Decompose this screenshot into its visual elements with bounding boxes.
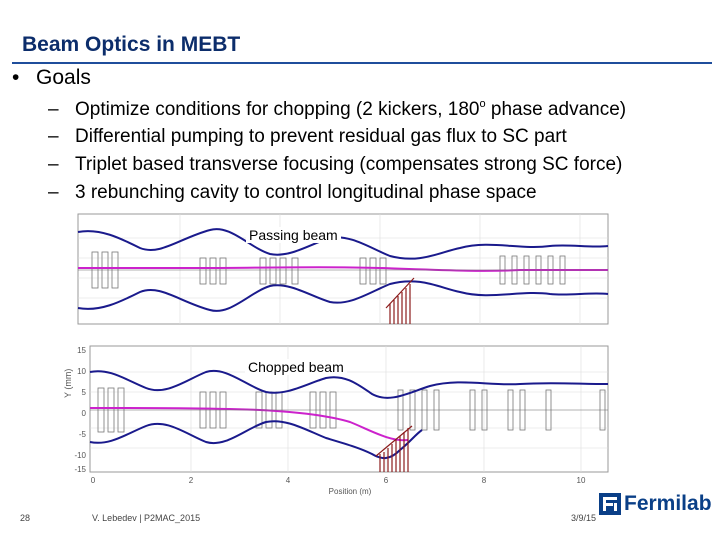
footer-author: V. Lebedev | P2MAC_2015: [92, 513, 201, 523]
y-tick: -10: [74, 451, 86, 460]
bullet-marker: •: [12, 66, 20, 89]
y-tick: 5: [81, 388, 86, 397]
x-tick: 8: [481, 476, 487, 485]
y-tick: 15: [77, 346, 86, 355]
page-number: 28: [20, 513, 31, 523]
footer-date: 3/9/15: [571, 513, 597, 523]
fermilab-icon: [599, 493, 621, 515]
passing-beam-label: Passing beam: [246, 227, 341, 243]
x-tick: 4: [285, 476, 291, 485]
chopped-beam-label: Chopped beam: [245, 359, 347, 375]
bullet-goals: [12, 66, 91, 90]
logo-text: Fermilab: [624, 492, 712, 515]
y-tick: -5: [78, 430, 86, 439]
y-tick: 0: [81, 409, 86, 418]
x-tick: 2: [188, 476, 194, 485]
y-tick: 10: [77, 367, 86, 376]
sub-item-4: – 3 rebunching cavity to control longitudinal phase space: [48, 182, 537, 203]
title-underline: [12, 62, 712, 64]
sub-item-3: – Triplet based transverse focusing (compensates strong SC force): [48, 154, 623, 175]
y-tick: -15: [74, 465, 86, 474]
sub-item-2: – Differential pumping to prevent residual gas flux to SC part: [48, 126, 567, 147]
sub-item-1: – Optimize conditions for chopping (2 kickers, 180$^o$ phase advance): [48, 98, 627, 120]
fermilab-logo: [599, 492, 712, 516]
x-axis-label: Position (m): [328, 487, 372, 496]
y-axis-label: Y (mm): [63, 368, 73, 398]
bullet-text: Goals: [36, 66, 91, 89]
slide-title: Beam Optics in MEBT: [22, 33, 241, 56]
x-tick: 0: [90, 476, 96, 485]
x-tick: 10: [576, 476, 586, 485]
x-tick: 6: [383, 476, 389, 485]
